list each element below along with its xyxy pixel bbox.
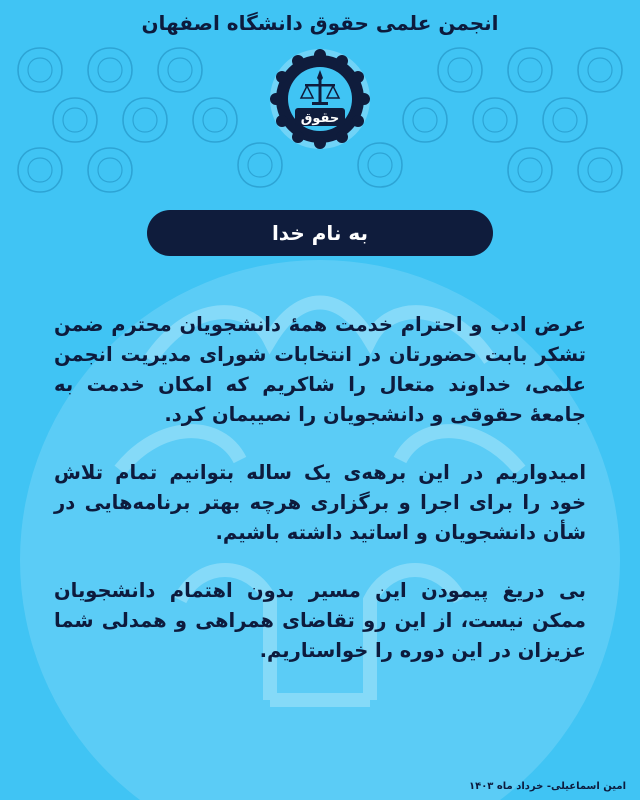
paragraph-3: بی دریغ پیمودن این مسیر بدون اهتمام دانشجویان ممکن نیست، از این رو تقاضای همراهی و همدلی شما عزیزان در این دوره را خواستاریم. (54, 579, 586, 662)
paragraph-1: عرض ادب و احترام خدمت همهٔ دانشجویان محترم ضمن تشکر بابت حضورتان در انتخابات شورای مدیریت انجمن علمی، خداوند متعال را شاکریم که امکان خدمت به جامعهٔ حقوقی و دانشجویان را نصیبمان کرد. (54, 313, 586, 426)
law-logo-icon (265, 44, 375, 154)
banner-pill (147, 210, 493, 256)
banner-label: به نام خدا (271, 221, 369, 245)
footer-signature: امین اسماعیلی- خرداد ماه ۱۴۰۳ (469, 781, 626, 792)
paragraph-2: امیدواریم در این برهه‌ی یک ساله بتوانیم تمام تلاش خود را برای اجرا و برگزاری هرچه بهتر برنامه‌هایی در شأن دانشجویان و اساتید داشته باشیم. (54, 461, 586, 544)
logo-text: حقوق (300, 111, 340, 126)
header-title: انجمن علمی حقوق دانشگاه اصفهان (141, 11, 499, 35)
logo (265, 44, 375, 154)
message-body (54, 310, 586, 694)
